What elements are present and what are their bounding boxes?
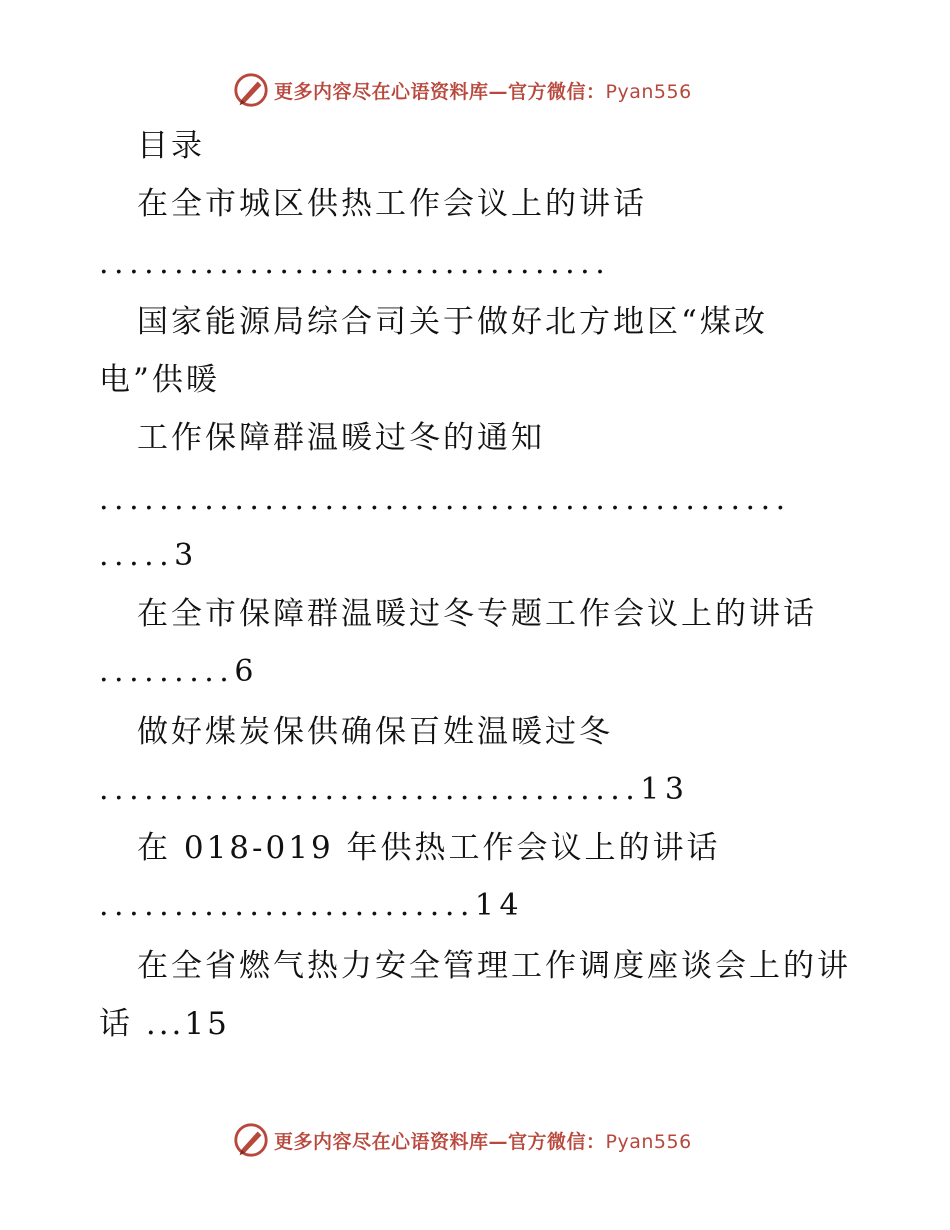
toc-entry-1: 在全市城区供热工作会议上的讲话	[137, 186, 647, 222]
pen-logo-icon	[232, 71, 270, 109]
footer-watermark	[232, 1120, 752, 1160]
toc-entry-2-cont2: 工作保障群温暖过冬的通知	[137, 420, 545, 456]
toc-page-2: .....3	[99, 538, 199, 573]
pen-logo-icon	[232, 1121, 270, 1159]
toc-entry-6: 在全省燃气热力安全管理工作调度座谈会上的讲	[137, 948, 851, 984]
toc-leader-2: ..............................................	[99, 482, 791, 517]
header-watermark	[232, 70, 752, 110]
toc-page-3: .........6	[99, 654, 259, 689]
toc-heading: 目录	[137, 128, 205, 164]
toc-leader-1: ..................................	[99, 246, 611, 281]
toc-page-4: ....................................13	[99, 772, 690, 807]
toc-entry-3: 在全市保障群温暖过冬专题工作会议上的讲话	[137, 596, 817, 632]
toc-entry-2: 国家能源局综合司关于做好北方地区“煤改	[137, 304, 768, 340]
toc-entry-5: 在 018-019 年供热工作会议上的讲话	[137, 830, 721, 866]
watermark-text: 更多内容尽在心语资料库—官方微信：Pyan556	[274, 1130, 692, 1153]
toc-entry-4: 做好煤炭保供确保百姓温暖过冬	[137, 714, 613, 750]
toc-page-5: .........................14	[99, 888, 525, 923]
toc-entry-2-cont: 电”供暖	[99, 362, 220, 398]
toc-entry-6-cont: 话 ...15	[99, 1006, 230, 1042]
watermark-text: 更多内容尽在心语资料库—官方微信：Pyan556	[274, 80, 692, 103]
